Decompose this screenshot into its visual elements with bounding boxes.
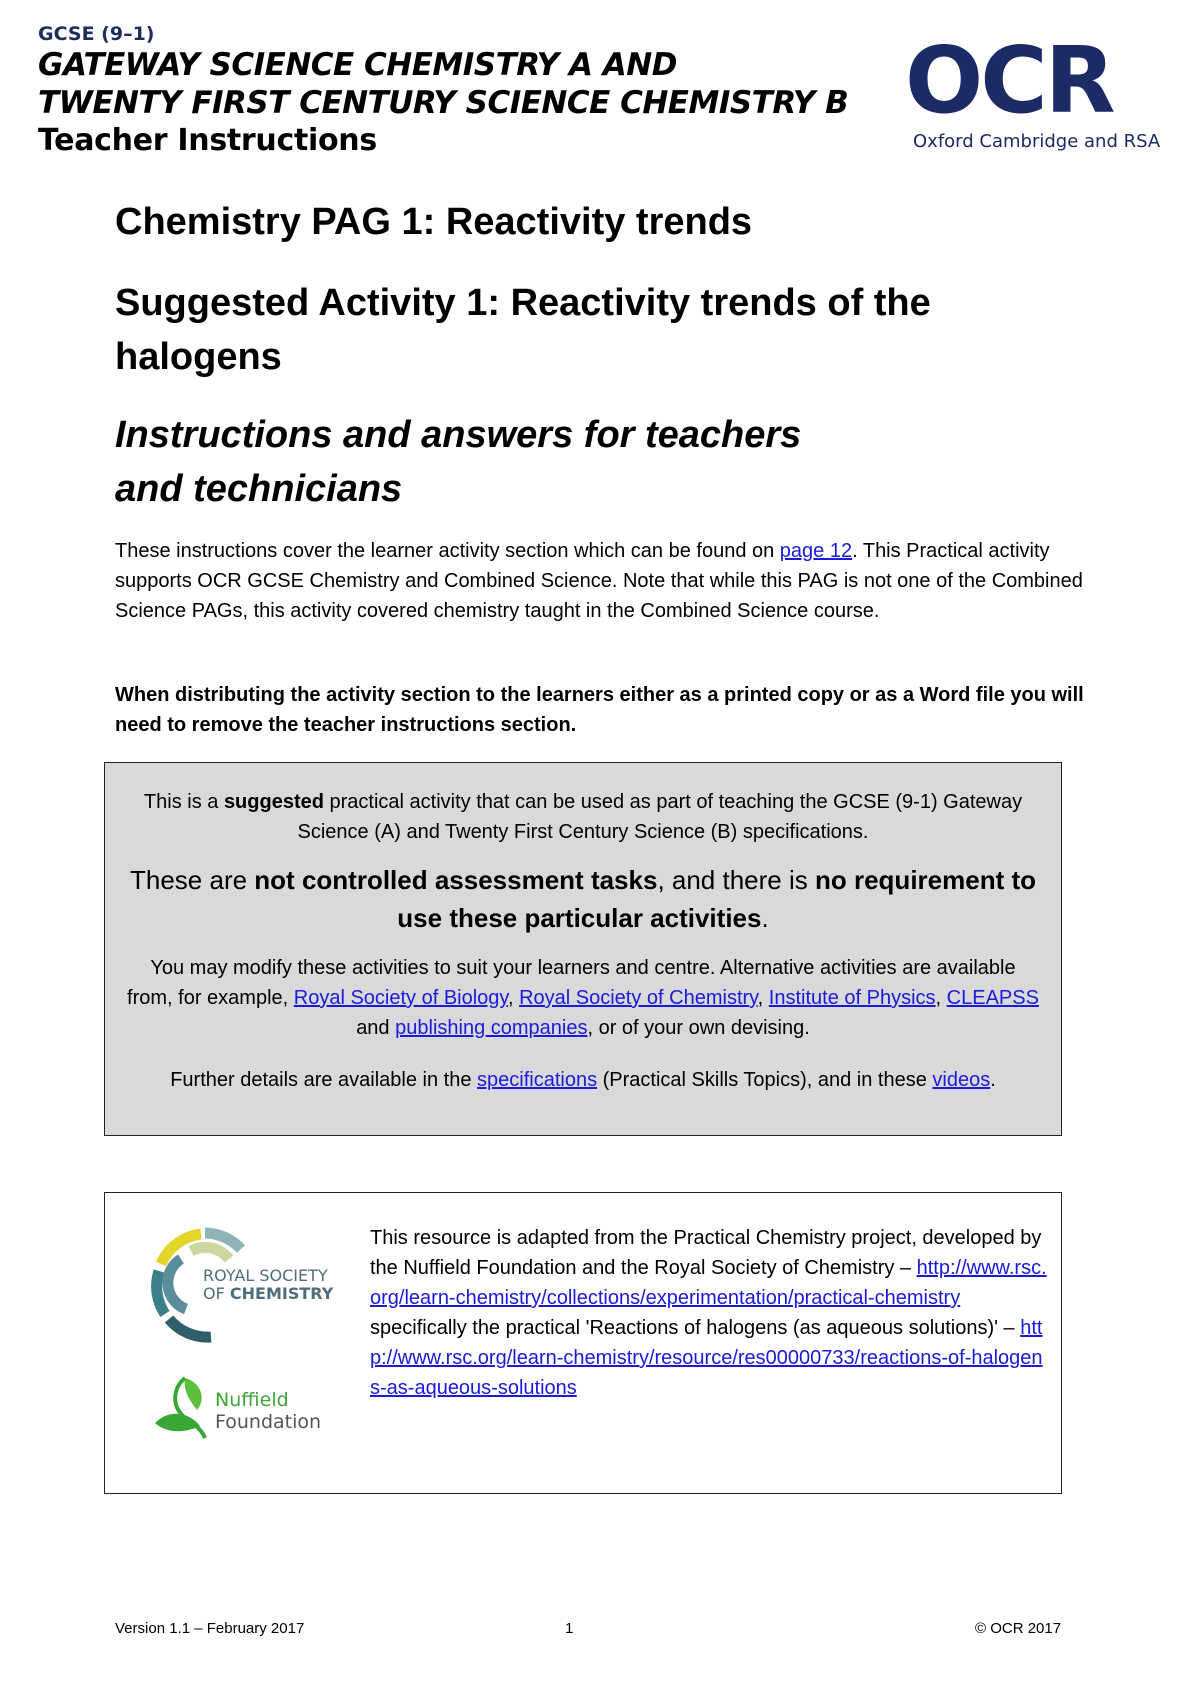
distribution-note: When distributing the activity section to the learners either as a printed copy or as a Word file you will need to remove the teacher instructions section.: [115, 684, 1084, 736]
ocr-logo-tagline: Oxford Cambridge and RSA: [913, 131, 1161, 152]
header-subtitle: Teacher Instructions: [38, 123, 377, 158]
intro-text-before: These instructions cover the learner activity section which can be found on: [115, 540, 780, 562]
attribution-text: [370, 1223, 1050, 1403]
notice-text: .: [761, 903, 769, 933]
notice-text: These are: [130, 865, 255, 895]
halogens-resource-link[interactable]: http://www.rsc.org/learn-chemistry/resource/res00000733/reactions-of-halogens-as-aqueous-solutions: [370, 1317, 1043, 1399]
rsc-logo: [141, 1219, 341, 1349]
separator: ,: [757, 987, 769, 1009]
notice-paragraph-2: [125, 861, 1041, 937]
notice-text: , or of your own devising.: [587, 1017, 810, 1039]
document-header: [38, 22, 848, 160]
institute-of-physics-link[interactable]: Institute of Physics: [768, 987, 936, 1009]
notice-emphasis: no requirement to use these particular activities: [397, 865, 1036, 933]
qualification-label: GCSE (9–1): [38, 23, 155, 45]
royal-society-biology-link[interactable]: Royal Society of Biology: [293, 987, 508, 1009]
intro-text-after: . This Practical activity supports OCR GCSE Chemistry and Combined Science. Note that while this PAG is not one of the Combined Science PAGs, this activity covered chemistry taught in the Combined Science course.: [115, 540, 1083, 622]
royal-society-chemistry-link[interactable]: Royal Society of Chemistry: [519, 987, 758, 1009]
cleapss-link[interactable]: CLEAPSS: [946, 987, 1039, 1009]
notice-paragraph-4: [125, 1065, 1041, 1095]
instructions-heading-line1: Instructions and answers for teachers: [115, 414, 802, 456]
separator: ,: [935, 987, 947, 1009]
notice-text: (Practical Skills Topics), and in these: [597, 1069, 933, 1091]
rsc-logo-text: OF: [203, 1284, 230, 1303]
attribution-box: [104, 1192, 1062, 1494]
notice-paragraph-3: [125, 953, 1041, 1043]
header-title-line1: GATEWAY SCIENCE CHEMISTRY A AND: [38, 47, 677, 83]
header-title-line2: TWENTY FIRST CENTURY SCIENCE CHEMISTRY B: [38, 85, 849, 121]
nuffield-logo-text: Nuffield: [215, 1389, 289, 1411]
videos-link[interactable]: videos: [932, 1069, 991, 1091]
notice-text: Further details are available in the: [170, 1069, 478, 1091]
ocr-logo: [905, 27, 1165, 152]
activity-title: Suggested Activity 1: Reactivity trends of the halogens: [115, 282, 931, 378]
ocr-logo-word: OCR: [905, 27, 1113, 134]
page-12-link[interactable]: page 12: [779, 540, 853, 562]
notice-text: and: [356, 1017, 396, 1039]
suggested-activity-notice: [104, 762, 1062, 1136]
rsc-logo-text: ROYAL SOCIETY: [203, 1266, 328, 1285]
notice-text: practical activity that can be used as part of teaching the GCSE (9-1) Gateway Science (A) and Twenty First Century Science (B) specifications.: [297, 791, 1023, 843]
rsc-logo-text: CHEMISTRY: [229, 1284, 334, 1303]
notice-text: .: [990, 1069, 996, 1091]
instructions-heading: [115, 408, 915, 516]
notice-emphasis: suggested: [223, 791, 324, 813]
separator: ,: [507, 987, 520, 1009]
footer-page-number: 1: [565, 1620, 574, 1637]
nuffield-logo: [145, 1368, 345, 1448]
practical-chemistry-link[interactable]: http://www.rsc.org/learn-chemistry/collections/experimentation/practical-chemistry: [370, 1257, 1047, 1309]
notice-emphasis: not controlled assessment tasks: [254, 865, 658, 895]
nuffield-logo-text: Foundation: [215, 1411, 322, 1433]
specifications-link[interactable]: specifications: [477, 1069, 598, 1091]
attribution-text-part: specifically the practical 'Reactions of halogens (as aqueous solutions)' –: [370, 1317, 1021, 1339]
page-title: Chemistry PAG 1: Reactivity trends: [115, 201, 753, 243]
instructions-heading-line2: and technicians: [115, 468, 403, 510]
notice-text: , and there is: [657, 865, 815, 895]
attribution-text-part: This resource is adapted from the Practical Chemistry project, developed by the Nuffield Foundation and the Royal Society of Chemistry –: [370, 1227, 1042, 1279]
footer-copyright: © OCR 2017: [975, 1620, 1062, 1637]
publishing-companies-link[interactable]: publishing companies: [395, 1017, 588, 1039]
notice-text: You may modify these activities to suit your learners and centre. Alternative activities are available from, for example,: [127, 957, 1016, 1009]
svg-text:OF CHEMISTRY: [203, 1284, 334, 1303]
footer-version: Version 1.1 – February 2017: [115, 1620, 305, 1637]
notice-text: This is a: [143, 791, 224, 813]
intro-paragraph: [115, 536, 1105, 626]
notice-paragraph-1: [125, 787, 1041, 847]
